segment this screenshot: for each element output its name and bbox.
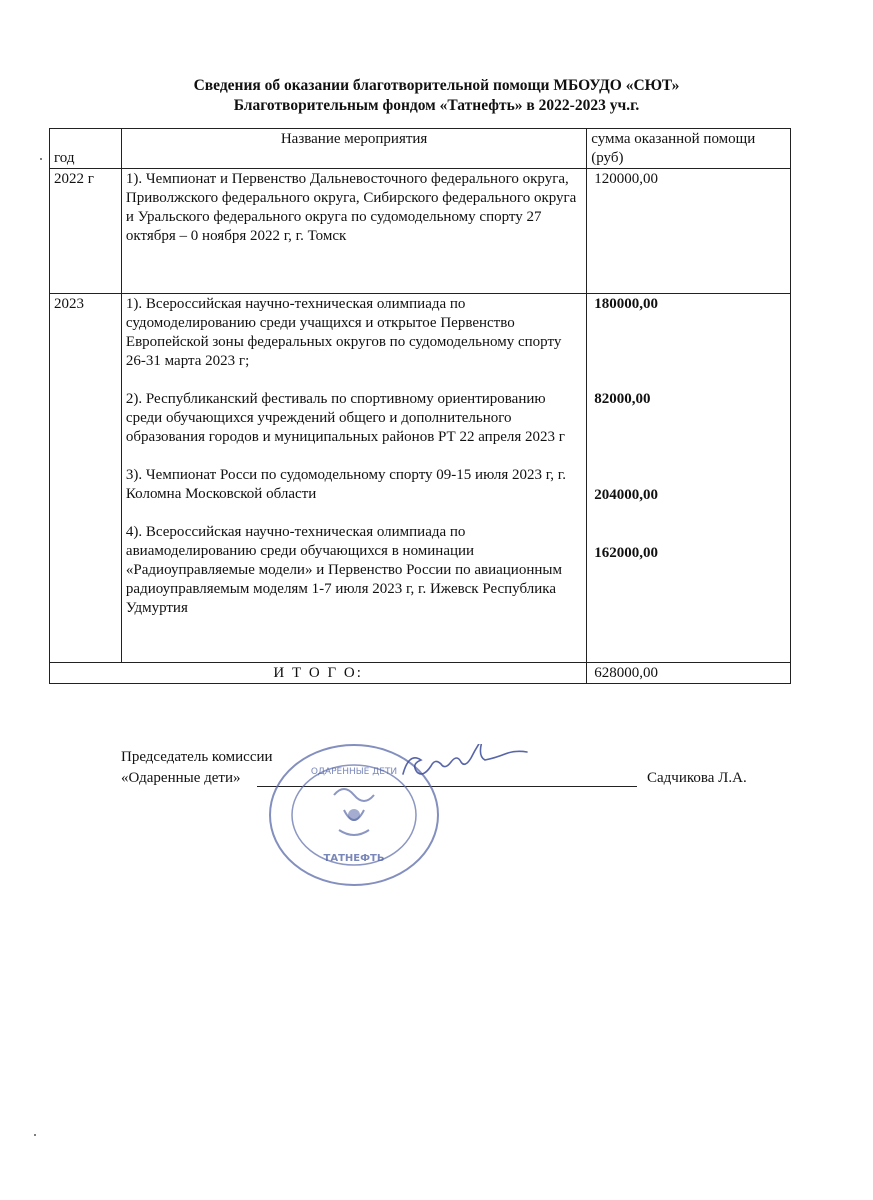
total-row xyxy=(50,663,791,684)
amount-value: 204000,00 xyxy=(594,487,658,503)
amount-value: 82000,00 xyxy=(594,391,651,407)
table-row xyxy=(50,294,791,663)
handwritten-signature-icon xyxy=(395,744,535,788)
signer-name: Садчикова Л.А. xyxy=(647,770,747,786)
row-year: 2022 г xyxy=(50,169,122,294)
document-title xyxy=(0,76,873,116)
event-text: 1). Всероссийская научно-техническая олимпиада по судомоделированию среди учащихся и открытое Первенство Европейской зоны федеральных округов по судомодельному спорту 26-31 марта 2023 г; xyxy=(125,296,562,369)
amount-value: 180000,00 xyxy=(594,296,658,312)
amount-value: 162000,00 xyxy=(594,545,658,561)
event-text: 2). Республиканский фестиваль по спортивному ориентированию среди обучающихся учреждений общего и дополнительного образования городов и муниципальных районов РТ 22 апреля 2023 г xyxy=(125,391,565,445)
signer-position-line-2: «Одаренные дети» xyxy=(121,770,241,786)
row-events xyxy=(121,294,586,663)
event-text: 3). Чемпионат Росси по судомодельному спорту 09-15 июля 2023 г, г. Коломна Московской области xyxy=(125,467,566,502)
total-label: И Т О Г О: xyxy=(50,663,587,684)
row-amounts xyxy=(587,294,791,663)
table-row xyxy=(50,169,791,294)
header-amount: сумма оказанной помощи (руб) xyxy=(587,129,791,169)
title-line-1: Сведения об оказании благотворительной помощи МБОУДО «СЮТ» xyxy=(193,77,680,94)
scan-speck xyxy=(34,1134,36,1136)
signer-position-line-1: Председатель комиссии xyxy=(121,749,273,765)
title-line-2: Благотворительным фондом «Татнефть» в 2022-2023 уч.г. xyxy=(233,97,640,114)
assistance-table xyxy=(49,128,791,684)
event-text: 1). Чемпионат и Первенство Дальневосточного федерального округа, Приволжского федерального округа, Сибирского федерального округа и Уральского федерального округа по судомодельному спорту 27 октября – 0 ноября 2022 г, г. Томск xyxy=(125,171,577,244)
row-year: 2023 xyxy=(50,294,122,663)
stamp-bottom-text: ТАТНЕФТЬ xyxy=(323,853,385,864)
scan-speck xyxy=(40,158,42,160)
header-event: Название мероприятия xyxy=(121,129,586,169)
row-amount: 120000,00 xyxy=(587,169,791,294)
stamp-top-text: ОДАРЕННЫЕ ДЕТИ xyxy=(310,767,398,777)
event-text: 4). Всероссийская научно-техническая олимпиада по авиамоделированию среди обучающихся в номинации «Радиоуправляемые модели» и Первенство России по авиационным радиоуправляемым моделям 1-7 июля 2023 г, г. Ижевск Республика Удмуртия xyxy=(125,524,562,616)
table-header-row xyxy=(50,129,791,169)
total-amount: 628000,00 xyxy=(587,663,791,684)
row-events xyxy=(121,169,586,294)
header-year: год xyxy=(50,129,122,169)
